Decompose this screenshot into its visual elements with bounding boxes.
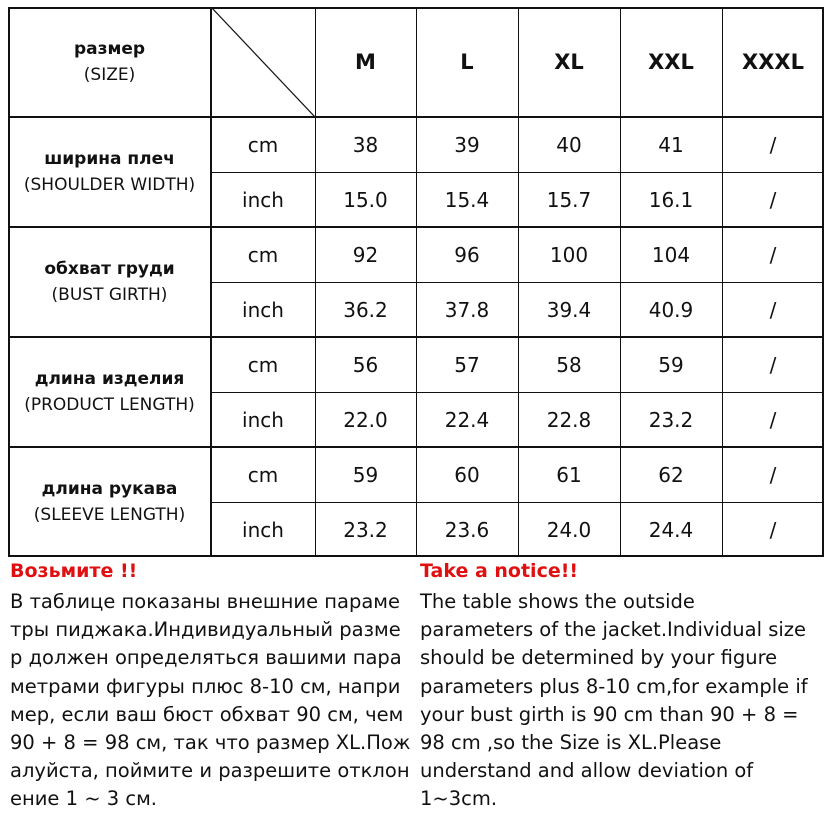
value-cell: 100 (549, 242, 589, 267)
unit-cm: cm (247, 242, 279, 267)
corner-size-label (8, 7, 211, 117)
value-cell: 16.1 (648, 187, 694, 212)
value-cell: 15.4 (444, 187, 490, 212)
row-label-ru: обхват груди (44, 259, 175, 279)
size-header-xl: XL (554, 50, 584, 74)
unit-cm: cm (247, 462, 279, 487)
value-cell: 40 (556, 132, 582, 157)
unit-inch: inch (242, 517, 284, 542)
value-cell: 96 (454, 242, 480, 267)
value-cell: 57 (454, 352, 480, 377)
row-label-en: (BUST GIRTH) (51, 285, 168, 305)
row-label-bust-girth (8, 227, 211, 337)
size-header-m: M (355, 50, 376, 74)
unit-inch: inch (242, 297, 284, 322)
value-cell: / (769, 352, 777, 377)
value-cell: 39 (454, 132, 480, 157)
notice-text-ru: В таблице показаны внешние параме тры пиджака.Индивидуальный разме р должен определяться вашими пара метрами фигуры плюс 8-10 см, напри мер, если ваш бюст обхват 90 см, чем 90 + 8 = 98 см, так что размер XL.Пож алуйста, поймите и разрешите отклон ение 1 ~ 3 см. (10, 590, 411, 811)
row-label-en: (SLEEVE LENGTH) (33, 505, 186, 525)
unit-cm: cm (247, 132, 279, 157)
column-divider (620, 7, 621, 557)
size-label-en: (SIZE) (83, 65, 136, 85)
row-label-ru: длина рукава (41, 479, 178, 499)
value-cell: / (769, 407, 777, 432)
value-cell: 56 (352, 352, 379, 377)
notice-text-en: The table shows the outside parameters of the jacket.Individual size should be determined by your figure parameters plus 8-10 cm,for example if your bust girth is 90 cm than 90 + 8 = 98 cm ,so the Size is XL.Please understand and allow deviation of 1~3cm. (420, 590, 808, 811)
value-cell: 23.2 (343, 517, 388, 542)
value-cell: 104 (651, 242, 691, 267)
value-cell: / (769, 132, 777, 157)
unit-cm: cm (247, 352, 279, 377)
column-divider (518, 7, 519, 557)
value-cell: 37.8 (444, 297, 490, 322)
size-header-xxl: XXL (648, 50, 694, 74)
unit-inch: inch (242, 187, 284, 212)
value-cell: 23.6 (444, 517, 490, 542)
notice-title-ru: Возьмите !! (10, 560, 138, 582)
value-cell: 39.4 (546, 297, 592, 322)
corner-diagonal (211, 7, 315, 117)
row-label-product-length (8, 337, 211, 447)
value-cell: 15.0 (343, 187, 388, 212)
value-cell: 59 (658, 352, 684, 377)
size-header-l: L (460, 50, 474, 74)
size-chart-table (8, 7, 824, 557)
value-cell: 41 (658, 132, 684, 157)
value-cell: / (769, 462, 777, 487)
value-cell: 36.2 (343, 297, 388, 322)
notice-title-en: Take a notice!! (420, 560, 579, 582)
unit-inch: inch (242, 407, 284, 432)
column-divider (722, 7, 723, 557)
size-header-xxxl: XXXL (742, 50, 804, 74)
value-cell: 22.8 (546, 407, 592, 432)
value-cell: 22.0 (343, 407, 388, 432)
row-label-ru: ширина плеч (44, 149, 175, 169)
row-label-en: (PRODUCT LENGTH) (24, 395, 195, 415)
row-label-ru: длина изделия (34, 369, 185, 389)
value-cell: 92 (352, 242, 379, 267)
row-label-en: (SHOULDER WIDTH) (23, 175, 196, 195)
column-divider (315, 7, 316, 557)
value-cell: / (769, 517, 777, 542)
value-cell: 24.4 (648, 517, 694, 542)
row-label-sleeve-length (8, 447, 211, 557)
value-cell: 24.0 (546, 517, 592, 542)
value-cell: 22.4 (444, 407, 490, 432)
value-cell: / (769, 242, 777, 267)
value-cell: 38 (352, 132, 379, 157)
value-cell: 40.9 (648, 297, 694, 322)
value-cell: 62 (658, 462, 684, 487)
value-cell: 58 (556, 352, 582, 377)
size-label-ru: размер (73, 39, 146, 59)
value-cell: / (769, 297, 777, 322)
value-cell: 60 (454, 462, 480, 487)
table-border-left (8, 7, 10, 557)
value-cell: 59 (352, 462, 379, 487)
row-label-shoulder-width (8, 117, 211, 227)
column-divider (416, 7, 417, 557)
value-cell: 15.7 (546, 187, 592, 212)
value-cell: / (769, 187, 777, 212)
value-cell: 23.2 (648, 407, 694, 432)
value-cell: 61 (556, 462, 582, 487)
